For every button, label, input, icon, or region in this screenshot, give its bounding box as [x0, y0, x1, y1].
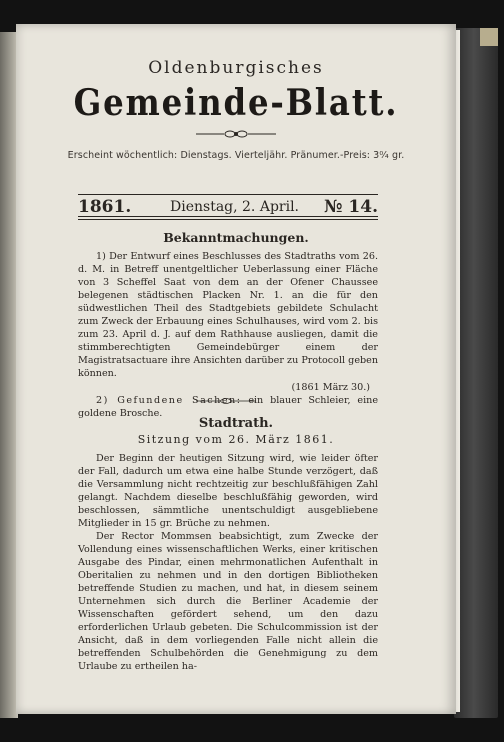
announcement-item-1: 1) Der Entwurf eines Beschlusses des Stadtraths vom 26. d. M. in Betreff unentgeltlicher Ueberlassung einer Fläche von 3 Scheffel Saat von dem an der Ofener Chaussee belegenen städtischen Placken Nr. 1. an die für den südwestlichen Theil des Stadtgebiets gebildete Schulacht zum Zweck der Erbauung eines Schulhauses, wird vom 2. bis zum 23. April d. J. auf dem Rathhause ausliegen, damit die stimmberechtigten Gemeindebürger einem der Magistratsactuare ihre Ansichten darüber zu Protocoll geben können. — [78, 251, 378, 379]
issue-year: 1861. — [78, 197, 132, 217]
section-divider-icon — [196, 396, 256, 406]
announcement-item-2-text: ein blauer Schleier, eine goldene Brosche. — [78, 395, 378, 419]
ornament-divider-icon — [196, 128, 276, 140]
book-binding — [454, 28, 498, 718]
announcements-body — [78, 250, 378, 420]
issue-date: Dienstag, 2. April. — [170, 199, 300, 215]
binding-corner — [480, 28, 498, 46]
session-date: Sitzung vom 26. März 1861. — [137, 433, 335, 446]
stadtrath-paragraph-2: Der Rector Mommsen beabsichtigt, zum Zwecke der Vollendung eines wissenschaftlichen Werks, einer kritischen Ausgabe des Pindar, einen mehrmonatlichen Aufenthalt in Oberitalien zu nehmen und in den dortigen Bibliotheken betreffende Studien zu machen, und hat, in diesem seinem Unternehmen sich durch die Berliner Academie der Wissenschaften gefördert sehend, um den dazu erforderlichen Urlaub gebeten. Die Schulcommission ist der Ansicht, daß in dem vorliegenden Falle nicht allein die betreffenden Schulbehörden die Genehmigung zu dem Urlaube zu ertheilen ha- — [78, 531, 378, 672]
announcements-heading: Bekanntmachungen. — [163, 230, 309, 245]
masthead-title: Gemeinde-Blatt. — [73, 82, 399, 124]
stadtrath-body — [78, 452, 378, 673]
dateline — [78, 194, 378, 220]
stadtrath-paragraph-1: Der Beginn der heutigen Sitzung wird, wie leider öfter der Fall, dadurch um etwa eine halbe Stunde verzögert, daß die Versammlung nicht rechtzeitig zur beschlußfähigen Zahl gelangt. Nachdem dieselbe beschlußfähig geworden, wird beschlossen, sämmtliche unentschuldigt ausgebliebene Mitglieder in 15 gr. Brüche zu nehmen. — [78, 453, 378, 529]
masthead-supertitle: Oldenburgisches — [148, 58, 324, 78]
stadtrath-heading: Stadtrath. — [198, 416, 274, 431]
masthead — [16, 58, 456, 161]
announcement-item-2-label: 2) Gefundene Sachen: — [96, 395, 242, 406]
newspaper-page — [16, 24, 456, 714]
announcement-item-1-date: (1861 März 30.) — [291, 382, 370, 393]
issue-number: № 14. — [324, 197, 378, 217]
publication-info: Erscheint wöchentlich: Dienstags. Vierteljähr. Pränumer.-Preis: 3⁰⁄₄ gr. — [67, 150, 405, 161]
